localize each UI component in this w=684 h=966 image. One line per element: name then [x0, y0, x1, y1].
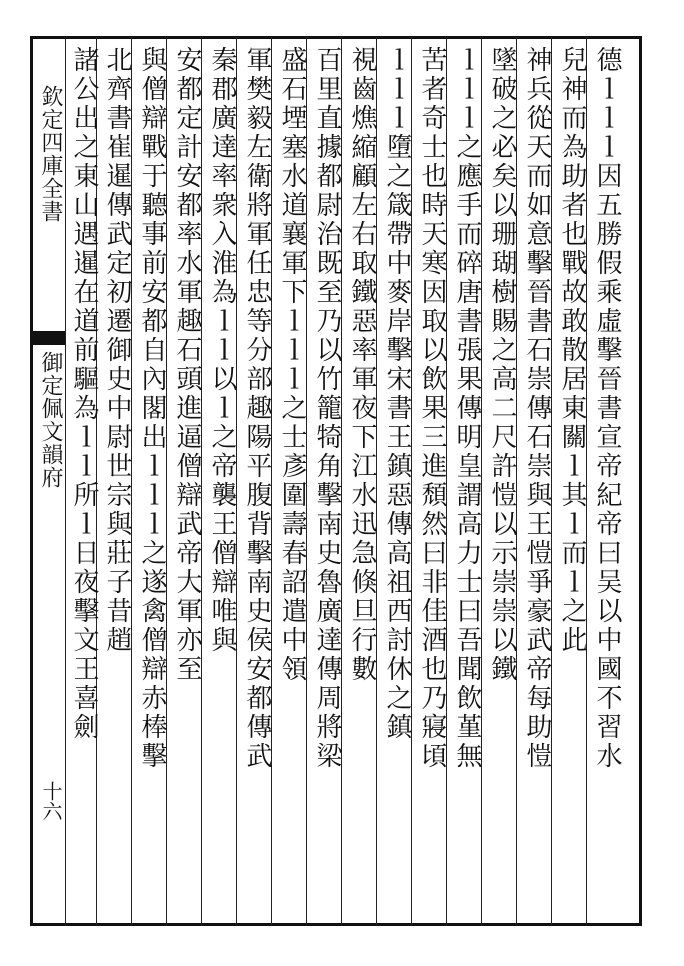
text-column: [590, 46, 624, 916]
margin-edge: [33, 39, 65, 923]
text-run: 諸公出之東山遇暹在道前驅為ｌｌ所ｌ: [69, 46, 99, 539]
text-run: 兒神而為助者也: [557, 46, 587, 249]
text-run: 南史魯廣達傳周將梁: [312, 510, 342, 771]
text-run: 宋書王鎮惡傳高祖西討休之鎮: [382, 365, 412, 742]
text-run: 腹背擊: [242, 481, 272, 568]
text-column: [555, 46, 589, 916]
text-run: 犄角擊: [312, 423, 342, 510]
text-column: [345, 46, 379, 916]
text-run: 視齒燋縮顧左右取鐵: [347, 46, 377, 307]
text-run: 軍樊毅左衛將軍任忠等分部趣陽平: [242, 46, 272, 481]
text-column: [240, 46, 274, 916]
text-run: ｌｌｌ墮之箴帶中: [382, 46, 412, 278]
text-run: 苦者奇士也時天寒因取以飲果三進頹然曰非佳酒也乃寢頃: [417, 46, 447, 771]
text-run: 神兵從天而: [522, 46, 552, 191]
text-run: 晉書宣帝紀帝曰吴以中國不習水: [592, 365, 622, 771]
text-run: 秦郡廣達率衆入淮為ｌｌ以ｌ之: [207, 46, 237, 452]
text-run: 文王喜劍: [69, 626, 99, 742]
text-column: [205, 46, 239, 916]
text-run: 帝襲王僧辯唯與: [207, 452, 237, 655]
text-run: 士彥圍壽春詔遣中領: [277, 423, 307, 684]
text-run: 晉書石崇傳石崇與王愷爭豪武帝每助愷: [522, 278, 552, 771]
text-run: 赤棒擊: [137, 684, 167, 771]
book-title: 欽定四庫全書: [38, 85, 63, 223]
text-column: [485, 46, 519, 916]
text-column: [135, 46, 169, 916]
text-run: 惡率軍夜下江水迅急倏旦行數: [347, 307, 377, 684]
text-column: [415, 46, 449, 916]
text-run: 安都定計安都率水軍趣石頭進逼僧辯武帝大軍亦至: [172, 46, 202, 684]
text-column: [520, 46, 554, 916]
text-column: [275, 46, 309, 916]
text-run: 墜破之必矣: [487, 46, 517, 191]
text-column: [170, 46, 204, 916]
text-column: [450, 46, 484, 916]
text-run: 以珊瑚樹賜之高二尺許愷以示崇崇以鐵: [487, 191, 517, 684]
text-run: 南史侯安都傳武: [242, 568, 272, 771]
text-run: 與僧辯戰于聽事前安都自內閣出ｌｌｌ之遂禽僧辯: [137, 46, 167, 684]
fish-tail-mark: [33, 331, 65, 345]
text-run: 麥岸擊: [382, 278, 412, 365]
text-run: 戰故敢散居東關ｌ其ｌ而ｌ之此: [557, 249, 587, 655]
text-column: [67, 46, 101, 916]
text-run: 百里直據都尉治既至乃以竹籠: [312, 46, 342, 423]
text-run: 盛石堙塞水道襄軍下ｌｌｌ之: [277, 46, 307, 423]
text-run: ｌｌｌ之應手而碎唐書張果傳明皇謂高力士曰吾聞飲堇無: [452, 46, 482, 771]
text-run: 乘虛擊: [592, 278, 622, 365]
page-number: 十六: [39, 781, 63, 821]
text-column: [100, 46, 134, 916]
volume-title: 御定佩文韻府: [38, 351, 63, 489]
column-rule: [65, 36, 66, 926]
text-run: 如意擊: [522, 191, 552, 278]
text-run: 德ｌｌｌ因五勝: [592, 46, 622, 249]
text-run: 日夜擊: [69, 539, 99, 626]
text-run: 假: [592, 249, 622, 278]
text-run: 北齊書崔暹傳武定初遷御史中尉世宗與: [102, 46, 132, 539]
text-run: 莊子昔趙: [102, 539, 132, 655]
text-column: [310, 46, 344, 916]
text-column: [380, 46, 414, 916]
